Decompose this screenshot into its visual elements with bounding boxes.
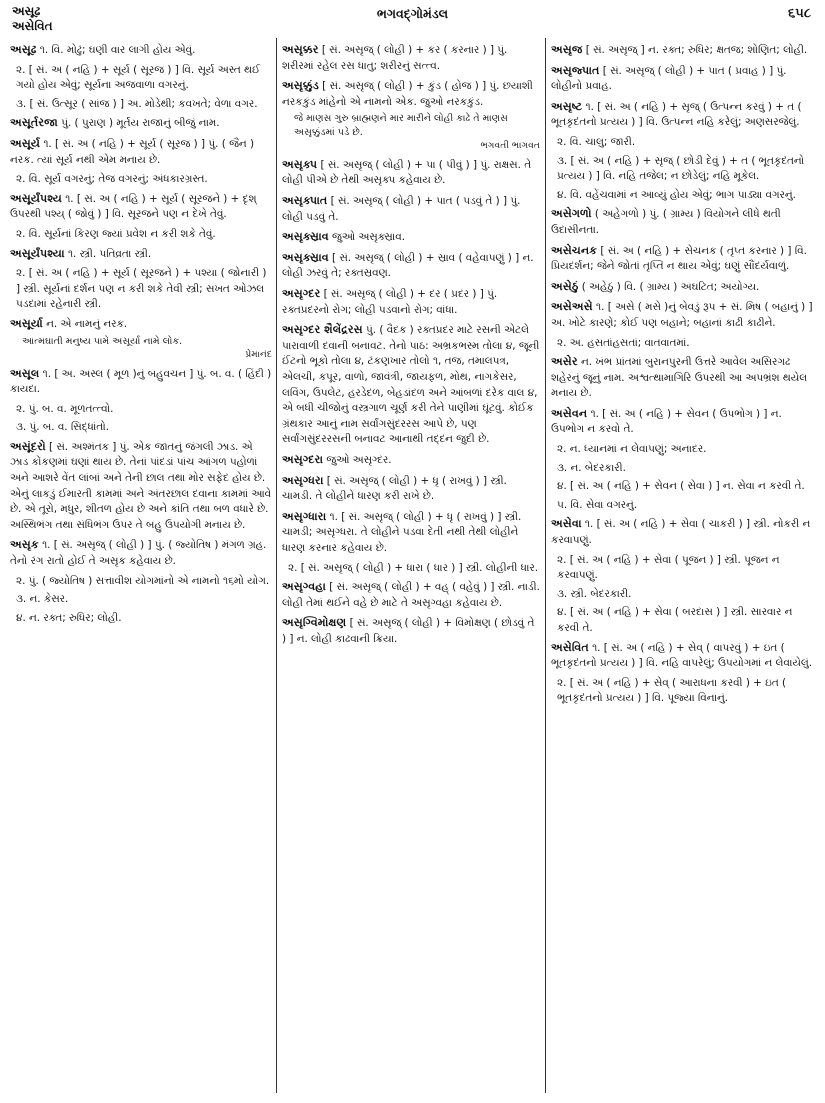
definition-text: ૨. વિ. સૂર્ય વગરનું; તેજ વગરનું; અંધકારગ્રસ્ત. (16, 173, 208, 186)
headword: અસેવિત (551, 640, 589, 654)
dictionary-entry (282, 229, 540, 246)
column-divider (545, 38, 546, 1093)
definition-text: જુઓ અસૃગ્દર. (323, 453, 392, 466)
definition-text: ૧. [ સં. અ ( નહિ ) + સૂર્ય ( સૂરજને ) + દૃશ્ ઉપરથી પશ્ય્ ( જોવું ) ] વિ. સૂરજને પણ ન દેખે તેવું. (10, 192, 257, 221)
quote-source: પ્રેમાનંદ (245, 349, 272, 360)
entry-sense (551, 605, 817, 636)
entry-sense (282, 561, 540, 577)
entry-sense (551, 188, 817, 204)
dictionary-entry (282, 473, 540, 505)
headword: અસૃક્પ (282, 157, 318, 171)
headword: અસૂર્યંપશ્ય (10, 191, 62, 205)
definition-text: [ સં. અસૃજ્ ( લોહી ) + દર ( પ્રદર ) ] પું. રક્તપ્રદરનો રોગ; લોહી પડવાનો રોગ; વાંધા. (282, 288, 498, 316)
definition-text: [ સં. અસૃજ્ ( લોહી ) + પાત ( પ્રવાહ ) ] પું. લોહીનો પ્રવાહ. (551, 64, 787, 93)
headword: અસૃગ્દર શૈલેંદ્રરસ (282, 323, 363, 337)
page-number: ૬૫૮ (788, 6, 811, 21)
dictionary-entry (282, 286, 540, 318)
entry-sense (551, 461, 817, 477)
headword: અસૃગ્ધારા (282, 509, 327, 523)
guide-word-last: અસેવિત (12, 19, 53, 33)
definition-text: ૧. [ અ. અસ્લ ( મૂળ )નું બહુવચન ] પું. બ. વ. ( હિંદી ) કાયદા. (10, 367, 272, 396)
dictionary-entry (282, 579, 540, 611)
definition-text: ન. એ નામનું નરક. (42, 317, 128, 330)
headword: અસૂલ (10, 366, 40, 380)
headword: અસેઅસે (551, 300, 593, 314)
definition-text: [ સં. અ ( નહિ ) + સેચનક ( તૃપ્ત કરનાર ) ] વિ. પ્રિયદર્શન; જેને જોતાં તૃપ્તિ ન થાય એવું; ઘણું સૌંદર્યવાળું. (551, 244, 807, 273)
headword: અસૃક (10, 538, 39, 552)
definition-text: ૨. પું. ( જ્યોતિષ ) સત્તાવીશ યોગમાંનો એ નામનો ૧૬મો યોગ. (16, 574, 270, 587)
entry-sense (551, 442, 817, 458)
definition-text: ( અહેગળો ) પું. ( ગ્રામ્ય ) વિયોગને લીધે થતી ઉદાસીનતા. (551, 208, 781, 236)
entry-sense (551, 479, 817, 495)
dictionary-entry (10, 191, 272, 223)
entry-sense (10, 420, 272, 436)
definition-text: ૧. [ સં. અ ( નહિ ) + સેવ્ ( વાપરવું ) + ઇત ( ભૂતકૃદંતનો પ્રત્યય ) ] વિ. નહિ વાપરેલું; ઉપયોગમાં ન લેવાયેલું. (551, 641, 813, 670)
definition-text: ૨. વિ. ચાલુ; જારી. (557, 135, 636, 148)
headword: અસૂર્તરજા (10, 116, 58, 130)
definition-text: ૧. [ સં. અસૃજ્ ( લોહી ) + ધૃ ( રાખવું ) ] સ્ત્રી. ચામડી; અસૃગ્ધરા. તે લોહીને પડવા દેતી નથી તેથી લોહીને ધારણ કરનાર કહેવાય છે. (282, 510, 522, 554)
definition-text: ૧. [ સં. અ ( નહિ ) + સેવા ( ચાકરી ) ] સ્ત્રી. નોકરી ન કરવાપણું. (551, 518, 811, 547)
headword: અસૃગ્વિમોક્ષણ (282, 616, 347, 630)
definition-text: ૧. [ સં. અ ( નહિ ) + સેવન ( ઉપભોગ ) ] ન. ઉપભોગ ન કરવો તે. (551, 407, 782, 436)
headword: અસૂર્યંપશ્યા (10, 246, 65, 260)
headword: અસૃક્કર (282, 43, 319, 56)
definition-text: ૧. [ સં. અ ( નહિ ) + સૂર્ય ( સૂરજ ) ] પું. ( જૈન ) નરક. ત્યાં સૂર્ય નથી એમ મનાય છે. (10, 137, 255, 166)
dictionary-entry (10, 42, 272, 59)
entry-sense (551, 553, 817, 584)
entry-sense (551, 676, 817, 707)
definition-text: ૪. [ સં. અ ( નહિ ) + સેવન ( સેવા ) ] ન. સેવા ન કરવી તે. (557, 480, 805, 493)
entry-sense (10, 63, 272, 94)
dictionary-entry (551, 640, 817, 672)
entry-sense (551, 154, 817, 185)
headword: અસૂઢ (10, 43, 37, 56)
definition-text: જુઓ અસૃક્સ્રાવ. (328, 231, 406, 244)
dictionary-entry (10, 115, 272, 132)
headword: અસૃજ (551, 43, 583, 56)
definition-text: ૧. [ સં. અસૃજ્ ( લોહી ) ] પું. ( જ્યોતિષ ) મંગળ ગ્રહ. તેનો રંગ રાતો હોઈ તે અસૃક કહેવાય છે. (10, 539, 267, 568)
entry-sense (551, 498, 817, 514)
dictionary-entry (10, 246, 272, 263)
dictionary-entry (10, 316, 272, 362)
headword: અસૃજ્પાત (551, 63, 600, 77)
headword: અસૃગ્દર (282, 287, 321, 301)
definition-text: ૩. ન. કેસર. (16, 593, 69, 606)
definition-text: પું. ( વૈદક ) રક્તપ્રદર માટે રસની એટલે પારાવાળી દવાની બનાવટ. તેનો પાઠ: અભ્રકભસ્મ તોલા ૪, જૂની ઈંટનો ભૂકો તોલા ૪, ટંકણખાર તોલો ૧, તજ, તમાલપત્ર, એલચી, કપૂર, વાળો, જાવંત્રી, જાયફળ, મોથ, નાગકેસર, લવિંગ, ઉપલેટ, હરડેદળ, બેહડાંદળ અને આંબળાં દરેક વાલ ૪, એ બધી ચીજોનું વસ્ત્રગાળ ચૂર્ણ કરી તેને પાણીમાં ઘૂંટવું. કોઈક ગ્રંથકાર આનું નામ સર્વાંગસુંદરરસ આપે છે, પણ સર્વાંગસુંદરરસની બનાવટ આનાથી તદ્દન જુદી છે. (282, 324, 540, 446)
entry-sense (551, 336, 817, 352)
definition-text: ૪. વિ. વહેંચવામાં ન આવ્યું હોય એવું; ભાગ પાડ્યા વગરનું. (557, 188, 796, 201)
dictionary-entry (282, 42, 540, 74)
headword: અસેઠું (551, 279, 579, 293)
dictionary-entry (551, 99, 817, 131)
column-divider (276, 38, 277, 1093)
entry-sense (10, 227, 272, 243)
definition-text: ૨. ન. ધ્યાનમાં ન લેવાપણું; અનાદર. (557, 443, 707, 456)
column-2 (282, 42, 540, 1095)
definition-text: ન. ખંભ પ્રાંતમાં બુરાનપુરની ઉત્તરે આવેલ અસિરગઢ શહેરનું જૂનું નામ. અશ્વત્થામાગિરિ ઉપરથી આ અપભ્રંશ થયેલ મનાય છે. (551, 356, 808, 400)
dictionary-entry (282, 250, 540, 282)
usage-quote (294, 112, 540, 153)
headword: અસૃક્કુંડ (282, 79, 319, 93)
definition-text: ૧. સ્ત્રી. પતિવ્રતા સ્ત્રી. (64, 247, 152, 260)
dictionary-entry (282, 157, 540, 189)
definition-text: ૧. [ સં. અ ( નહિ ) + સૃજ્ ( ઉત્પન્ન કરવું ) + ત ( ભૂતકૃદંતનો પ્રત્યય ) ] વિ. ઉત્પન્ન નહિ કરેલું; અણસરજેલું. (551, 100, 802, 129)
definition-text: ( અહેઠું ) વિ. ( ગ્રામ્ય ) અઘટિત; અયોગ્ય. (578, 280, 760, 293)
dictionary-entry (551, 516, 817, 548)
headword: અસૃષ્ટ (551, 99, 583, 113)
quote-text: આત્મઘાતી મનુષ્ય પામે અસૂર્યા નામે લોક. (22, 335, 183, 347)
definition-text: [ સં. અસૃજ્ ( લોહી ) + પાત ( પડવું તે ) ] પું. લોહી પડવું તે. (282, 195, 521, 223)
definition-text: ૩. સ્ત્રી. બેદરકારી. (557, 587, 632, 600)
headword: અસેવન (551, 406, 588, 420)
dictionary-entry (551, 299, 817, 331)
dictionary-entry (10, 136, 272, 168)
dictionary-entry (282, 452, 540, 469)
definition-text: ૨. અ. હસતાંહસતાં; વાતવાતમાં. (557, 336, 690, 349)
definition-text: ૨. [ સં. અ ( નહિ ) + સૂર્ય ( સૂરજને ) + પશ્યા ( જોનારી ) ] સ્ત્રી. સૂર્યનાં દર્શન પણ ન કરી શકે તેવી સ્ત્રી; સખત ઓઝલ પડદામાં રહેનારી સ્ત્રી. (16, 267, 267, 311)
headword: અસેર (551, 355, 578, 369)
dictionary-entry (551, 206, 817, 238)
headword: અસૃગ્વહા (282, 580, 326, 594)
dictionary-entry (282, 193, 540, 225)
entry-sense (10, 97, 272, 113)
headword: અસૃગ્ધરા (282, 473, 324, 487)
dictionary-entry (282, 322, 540, 448)
column-3 (551, 42, 817, 1095)
guide-word-first: અસૂઢ (12, 4, 41, 18)
quote-source: ભગવતી ભાગવત (480, 140, 540, 152)
dictionary-entry (10, 537, 272, 569)
dictionary-entry (282, 615, 540, 647)
definition-text: [ સં. અસૃજ્ ( લોહી ) + સ્રાવ ( વહેવાપણું ) ] ન. લોહી ઝરવું તે; રક્તસ્રવણ. (282, 251, 534, 280)
entry-sense (10, 574, 272, 590)
headword: અસેવા (551, 517, 582, 531)
entry-sense (10, 266, 272, 313)
definition-text: ૩. [ સં. ઉત્સૂર ( સાંજ ) ] અ. મોડેથી; કવખતે; વેળા વગર. (16, 97, 258, 110)
definition-text: ૨. [ સં. અ ( નહિ ) + સેવ્ ( આરાધના કરવી ) + ઇત ( ભૂતકૃદંતનો પ્રત્યય ) ] વિ. પૂજ્યા વિનાનું. (557, 676, 787, 705)
dictionary-entry (282, 509, 540, 557)
column-1 (10, 42, 272, 1095)
definition-text: [ સં. અસૃજ્ ] ન. રક્ત; રુધિર; ક્ષતજ; શોણિત; લોહી. (582, 44, 808, 56)
definition-text: ૪. ન. રક્ત; રુધિર; લોહી. (16, 611, 122, 624)
definition-text: [ સં. અશ્મંતક ] પું. એક જાતનું જંગલી ઝાડ. એ ઝાડ કોંકણમાં ઘણાં થાય છે. તેનાં પાંદડાં પાંચ આંગળ પહોળાં અને આશરે વેંત લાંબાં અને તેની છાલ તથા મોર સફેદ હોય છે. એનું લાકડું ઈમારતી કામમાં અને અંતરછાલ દવાના કામમાં આવે છે. એ તૂરો, મધુર, શીતળ હોય છે અને કાંતિ તથા બળ વધારે છે. અસ્થિભંગ તથા સંધિભંગ ઉપર તે બહુ ઉપયોગી મનાય છે. (10, 440, 272, 531)
headword: અસૃગ્દરા (282, 452, 324, 466)
definition-text: ૨. [ સં. અ ( નહિ ) + સૂર્ય ( સૂરજ ) ] વિ. સૂર્ય અસ્ત થઈ ગયો હોય એવું; સૂર્યના અજવાળા વગરનું. (16, 63, 261, 92)
definition-text: [ સં. અસૃજ્ ( લોહી ) + ધૃ ( રાખવું ) ] સ્ત્રી. ચામડી. તે લોહીને ધારણ કરી રાખે છે. (282, 474, 507, 503)
headword: અસૂર્ય (10, 136, 41, 150)
headword: અસૃક્સ્રાવ (282, 250, 329, 264)
dictionary-entry (551, 42, 817, 59)
entry-sense (10, 611, 272, 627)
definition-text: ૩. [ સં. અ ( નહિ ) + સૃજ્ ( છોડી દેવું ) + ત ( ભૂતકૃદંતનો પ્રત્યય ) ] વિ. નહિ તજેલ; ન છોડેલું; નહિ મૂકેલ. (557, 154, 805, 183)
headword: અસૂંદરો (10, 439, 46, 453)
definition-text: [ સં. અસૃજ્ ( લોહી ) + પા ( પીવું ) ] પું. રાક્ષસ. તે લોહી પીએ છે તેથી અસૃક્પ કહેવાય છે. (282, 158, 532, 187)
entry-sense (10, 172, 272, 188)
definition-text: [ સં. અસૃજ્ ( લોહી ) + વહ્ ( વહેવું ) ] સ્ત્રી. નાડી. લોહી તેમાં થઈને વહે છે માટે તે અસૃગ્વહા કહેવાય છે. (282, 581, 540, 609)
page-title: ભગવદ્ગોમંડલ (376, 6, 449, 21)
dictionary-entry (551, 63, 817, 95)
dictionary-entry (551, 354, 817, 402)
dictionary-entry (551, 279, 817, 296)
definition-text: ૧. વિ. મોઢું; ઘણી વાર લાગી હોય એવું. (36, 44, 196, 56)
definition-text: ૨. પું. બ. વ. મૂળતત્ત્વો. (16, 402, 114, 415)
dictionary-entry (10, 366, 272, 398)
headword: અસેગળો (551, 207, 592, 221)
headword: અસેચનક (551, 243, 598, 257)
dictionary-entry (551, 406, 817, 438)
dictionary-entry (551, 243, 817, 275)
headword: અસૃક્પાત (282, 194, 328, 208)
definition-text: ૨. [ સં. અ ( નહિ ) + સેવા ( પૂજન ) ] સ્ત્રી. પૂજન ન કરવાપણું. (557, 553, 780, 582)
definition-text: પું. ( પુરાણ ) મૂર્તય રાજાનું બીજું નામ. (57, 117, 220, 130)
definition-text: [ સં. અસૃજ્ ( લોહી ) + કર ( કરનાર ) ] પું. શરીરમાં રહેલ રસ ધાતુ; શરીરનું સત્ત્વ. (282, 44, 508, 72)
definition-text: ૨. [ સં. અસૃજ્ ( લોહી ) + ધારા ( ધાર ) ] સ્ત્રી. લોહીની ધાર. (288, 561, 539, 574)
definition-text: ૩. પું. બ. વ. સિદ્ધાંતો. (16, 421, 110, 434)
definition-text: [ સં. અસૃજ્ ( લોહી ) + કુંડ ( હોજ ) ] પું. છયાશી નરકકુંડ માંહેનો એ નામનો એક. જુઓ નરકકુંડ. (282, 80, 533, 108)
entry-sense (10, 592, 272, 608)
quote-text: જે માણસ ગુરુ બ્રાહ્મણને માર મારીને લોહી કાઢે તે માણસ અસૃક્કુંડમાં પડે છે. (294, 113, 508, 138)
definition-text: ૪. [ સં. અ ( નહિ ) + સેવા ( બરદાસ ) ] સ્ત્રી. સારવાર ન કરવી તે. (557, 606, 793, 634)
definition-text: ૫. વિ. સેવા વગરનું. (557, 498, 638, 511)
definition-text: ૩. ન. બેદરકારી. (557, 461, 626, 474)
headword: અસૃક્સ્રાવ (282, 230, 329, 244)
definition-text: [ સં. અસૃજ્ ( લોહી ) + વિમોક્ષણ ( છોડવું તે ) ] ન. લોહી કાઢવાની ક્રિયા. (282, 617, 535, 645)
dictionary-entry (282, 78, 540, 153)
definition-text: ૨. વિ. સૂર્યનાં કિરણ જ્યાં પ્રવેશ ન કરી શકે તેવું. (16, 227, 216, 240)
headword: અસૂર્યા (10, 316, 43, 330)
usage-quote (22, 335, 272, 362)
entry-sense (551, 587, 817, 603)
dictionary-entry (10, 439, 272, 534)
entry-sense (551, 135, 817, 151)
entry-sense (10, 402, 272, 418)
definition-text: ૧. [ અસે ( મસે )નું બેવડું રૂપ + સં. મિષ ( બહાનું ) ] અ. ખોટે કારણે; કોઈ પણ બહાને; બહાનાં કાઢી કાઢીને. (551, 301, 813, 329)
